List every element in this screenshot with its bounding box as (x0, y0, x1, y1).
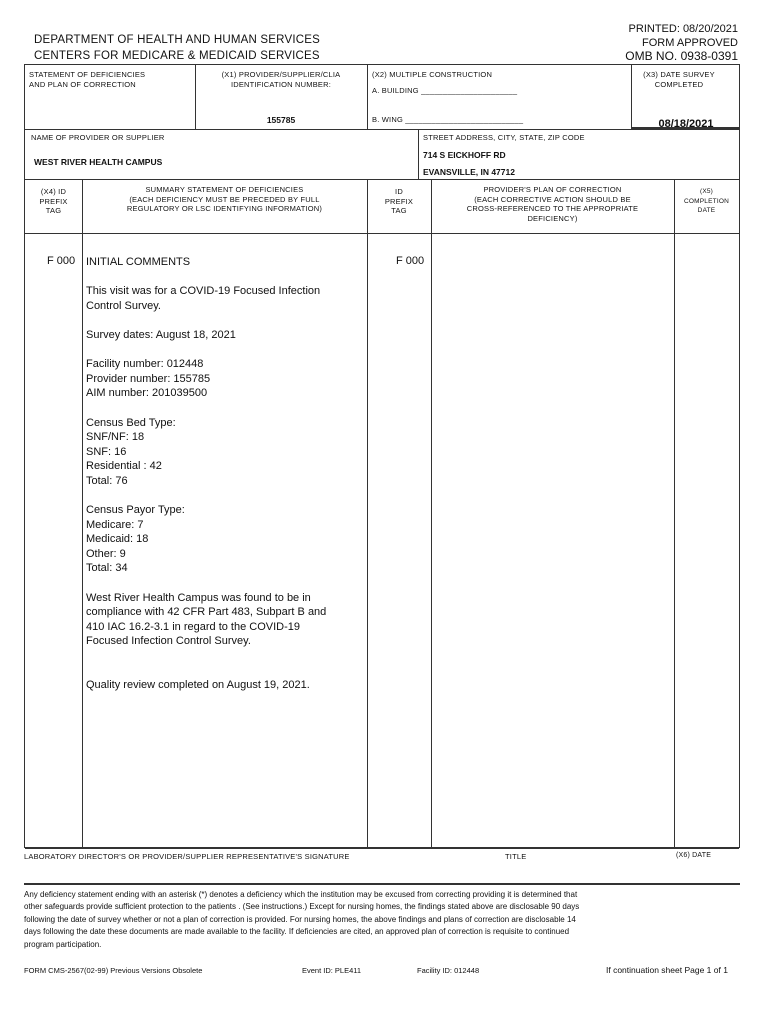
summary-header: SUMMARY STATEMENT OF DEFICIENCIES (EACH DEFICIENCY MUST BE PRECEDED BY FULL REGULATORY OR LSC IDENTIFYING INFORMATION) (126, 185, 323, 213)
disclaimer-text: Any deficiency statement ending with an asterisk (*) denotes a deficiency which the institution may be excused from correcting providing it is determined that other safeguards provide sufficient protection to the patients . (See instructions.) Except for nursing homes, the findings stated above are disclosable 90 days following the date of survey whether or not a plan of correction is provided. For nursing homes, the above findings and plans of correction are disclosable 14 days following the date these documents are made available to the facility. If deficiencies are cited, an approved plan of correction is requisite to continued program participation. (24, 890, 580, 949)
prefix-tag-right: F 000 (396, 255, 425, 267)
survey-dates: Survey dates: August 18, 2021 (86, 328, 236, 341)
signature-label: LABORATORY DIRECTOR'S OR PROVIDER/SUPPLIER REPRESENTATIVE'S SIGNATURE (24, 852, 350, 861)
city-state-zip: EVANSVILLE, IN 47712 (423, 167, 515, 177)
agency-header (34, 32, 320, 64)
agency-line-2: CENTERS FOR MEDICARE & MEDICAID SERVICES (34, 50, 320, 62)
quality-review: Quality review completed on August 19, 2021. (86, 679, 310, 692)
print-info (625, 23, 738, 64)
building-field: A. BUILDING ______________________ (372, 86, 518, 95)
x3-label: (X3) DATE SURVEY COMPLETED (643, 70, 715, 89)
survey-date: 08/18/2021 (658, 118, 714, 130)
address-label: STREET ADDRESS, CITY, STATE, ZIP CODE (423, 133, 585, 142)
provider-name-label: NAME OF PROVIDER OR SUPPLIER (31, 133, 165, 142)
event-id: Event ID: PLE411 (302, 966, 362, 975)
x4-header: (X4) ID PREFIX TAG (39, 187, 68, 215)
date-label: (X6) DATE (676, 852, 712, 859)
wing-field: B. WING ___________________________ (372, 115, 524, 124)
title-label: TITLE (505, 852, 527, 861)
initial-comments (86, 255, 326, 707)
census-payor-type: Census Payor Type: Medicare: 7 Medicaid: 18 Other: 9 Total: 34 (86, 504, 185, 575)
facility-id: Facility ID: 012448 (417, 966, 480, 975)
printed-date: PRINTED: 08/20/2021 (628, 23, 738, 35)
omb-number: OMB NO. 0938-0391 (625, 49, 738, 63)
agency-line-1: DEPARTMENT OF HEALTH AND HUMAN SERVICES (34, 34, 320, 46)
comments-heading: INITIAL COMMENTS (86, 256, 191, 268)
x1-label: (X1) PROVIDER/SUPPLIER/CLIA IDENTIFICATION NUMBER: (221, 70, 341, 89)
street-address: 714 S EICKHOFF RD (423, 150, 506, 160)
provider-name: WEST RIVER HEALTH CAMPUS (34, 157, 163, 167)
compliance-statement: West River Health Campus was found to be in compliance with 42 CFR Part 483, Subpart B and 410 IAC 16.2-3.1 in regard to the COVID-19 Focused Infection Control Survey. (86, 591, 327, 648)
facility-ids: Facility number: 012448 Provider number: 155785 AIM number: 201039500 (86, 358, 211, 400)
prefix-tag-left: F 000 (47, 255, 76, 267)
plan-header: PROVIDER'S PLAN OF CORRECTION (EACH CORRECTIVE ACTION SHOULD BE CROSS-REFERENCED TO THE APPROPRIATE DEFICIENCY) (466, 185, 639, 223)
form-number: FORM CMS-2567(02-99) Previous Versions Obsolete (24, 966, 203, 975)
x2-label: (X2) MULTIPLE CONSTRUCTION (372, 70, 493, 79)
provider-id: 155785 (266, 115, 296, 125)
x5-header: (X5) COMPLETION DATE (684, 188, 729, 214)
page-indicator: If continuation sheet Page 1 of 1 (606, 965, 728, 975)
form-approved: FORM APPROVED (642, 36, 738, 49)
census-bed-type: Census Bed Type: SNF/NF: 18 SNF: 16 Residential : 42 Total: 76 (86, 416, 176, 487)
id-prefix-header: ID PREFIX TAG (384, 187, 414, 215)
statement-label: STATEMENT OF DEFICIENCIES AND PLAN OF CORRECTION (29, 70, 146, 89)
visit-purpose: This visit was for a COVID-19 Focused Infection Control Survey. (86, 285, 321, 312)
